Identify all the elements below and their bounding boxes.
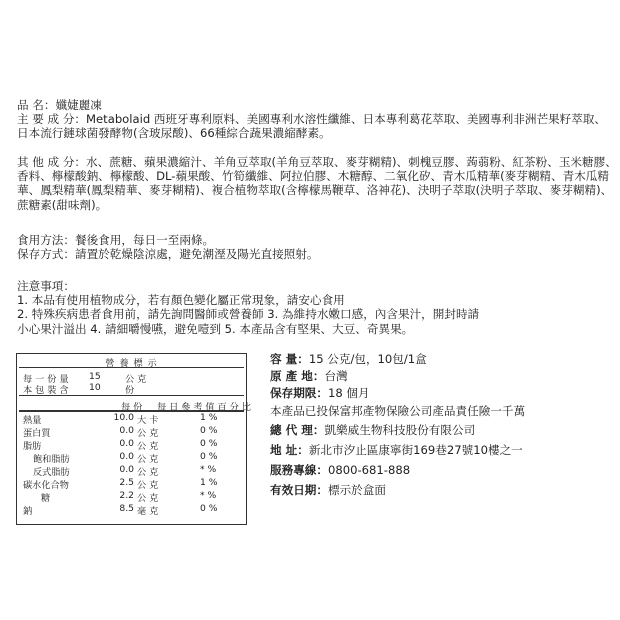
nutrient-name: 碳水化合物 [23, 480, 69, 491]
nutrient-daily-value: 0 % [200, 438, 218, 449]
address-value: 新北市汐止區康寧街169巷27號10樓之一 [308, 443, 523, 457]
agent-value: 凱樂威生物科技股份有限公司 [324, 423, 476, 437]
other-ingredients-line: 蔗糖素(甜味劑)。 [17, 197, 108, 212]
nutrient-name: 蛋白質 [23, 428, 51, 439]
nutrient-unit: 大 卡 [137, 415, 159, 426]
note-line: 1. 本品有使用植物成分，若有顏色變化屬正常現象，請安心食用 [17, 293, 345, 308]
nutrient-value: 0.0 [119, 464, 134, 475]
nutrient-daily-value: 1 % [200, 477, 218, 488]
notes-title: 注意事項： [17, 279, 75, 293]
notes [17, 279, 613, 336]
nutrient-unit: 公 克 [137, 467, 159, 478]
main-ingredients [17, 112, 613, 140]
nutrition-table [16, 353, 251, 525]
nutrient-daily-value: * % [200, 464, 217, 475]
address-label: 地 址： [270, 443, 309, 457]
storage-text: 保存方式：請置於乾燥陰涼處，避免潮溼及陽光直接照射。 [17, 247, 319, 262]
insurance-text: 本產品已投保富邦產物保險公司產品責任險一千萬 [270, 404, 526, 418]
nutrient-value: 2.2 [119, 490, 134, 501]
nutrient-value: 10.0 [113, 412, 134, 423]
product-name-value: 孅婕麗凍 [55, 98, 102, 112]
other-ingredients-line: 華、鳳梨精華(鳳梨精華、麥芽糊精)、複合植物萃取(含檸檬馬鞭草、洛神花)、決明子萃取(決明子萃取、麥芽糊精)、 [17, 183, 613, 198]
nutrient-daily-value: 0 % [200, 425, 218, 436]
nutrient-name: 糖 [41, 493, 51, 504]
nutrient-value: 8.5 [119, 503, 134, 514]
origin-line [270, 369, 348, 383]
other-ingredients-line: 水、蔗糖、蘋果濃縮汁、羊角豆萃取(羊角豆萃取、麥芽糊精)、刺槐豆膠、蒟蒻粉、紅茶粉、玉米糖膠、 [86, 155, 617, 169]
origin-value: 台灣 [324, 369, 348, 383]
nutrition-title: 營 養 標 示 [105, 358, 158, 369]
serving-unit: 公 克 [125, 374, 147, 385]
capacity-line [270, 352, 427, 366]
nutrient-name: 反式脂肪 [33, 467, 70, 478]
nutrient-unit: 公 克 [137, 441, 159, 452]
expiry-value: 標示於盒面 [327, 483, 386, 497]
hotline-label: 服務專線： [270, 463, 328, 477]
serving-value: 15 [89, 371, 101, 382]
nutrient-daily-value: * % [200, 490, 217, 501]
other-ingredients-label: 其 他 成 分： [17, 155, 87, 169]
other-ingredients [17, 155, 617, 212]
nutrient-value: 2.5 [119, 477, 134, 488]
col-daily-value: 每 日 參 考 值 百 分 比 [157, 402, 251, 413]
nutrient-unit: 公 克 [137, 428, 159, 439]
expiry-line [270, 483, 386, 497]
pack-label: 本 包 裝 含 [23, 385, 69, 396]
capacity-label: 容 量： [270, 352, 309, 366]
agent-line [270, 423, 475, 437]
nutrient-unit: 毫 克 [137, 506, 159, 517]
divider [19, 395, 244, 396]
nutrient-value: 0.0 [119, 451, 134, 462]
usage-storage [17, 233, 613, 261]
product-name-line [17, 98, 613, 112]
pack-unit: 份 [125, 385, 135, 396]
agent-label: 總 代 理： [270, 423, 325, 437]
nutrient-daily-value: 0 % [200, 451, 218, 462]
nutrient-name: 熱量 [23, 415, 42, 426]
nutrient-unit: 公 克 [137, 480, 159, 491]
serving-label: 每 一 份 量 [23, 374, 69, 385]
nutrient-unit: 公 克 [137, 454, 159, 465]
expiry-label: 有效日期： [270, 483, 328, 497]
other-ingredients-line: 香料、檸檬酸鈉、檸檬酸、DL-蘋果酸、竹筍纖維、阿拉伯膠、木糖醇、二氧化矽、青木瓜精華(麥芽糊精、青木瓜精 [17, 169, 609, 184]
shelf-line [270, 386, 370, 400]
note-line: 2. 特殊疾病患者食用前，請先詢問醫師或營養師 3. 為維持水嫩口感，內含果汁，開封時請 [17, 307, 480, 322]
capacity-value: 15 公克/包，10包/1盒 [308, 352, 427, 366]
main-ingredients-label: 主 要 成 分： [17, 112, 87, 126]
nutrient-name: 鈉 [23, 506, 33, 517]
main-ingredients-line: 日本流行鏈球菌發酵物(含玻尿酸)、66種綜合蔬果濃縮酵素。 [17, 126, 331, 141]
nutrient-daily-value: 1 % [200, 412, 218, 423]
shelf-label: 保存期限： [270, 386, 328, 400]
nutrient-name: 脂肪 [23, 441, 42, 452]
address-line [270, 443, 523, 457]
hotline-value: 0800-681-888 [327, 463, 411, 477]
nutrient-value: 0.0 [119, 425, 134, 436]
shelf-value: 18 個月 [327, 386, 370, 400]
nutrient-unit: 公 克 [137, 493, 159, 504]
divider [19, 367, 244, 368]
origin-label: 原 產 地： [270, 369, 325, 383]
nutrient-value: 0.0 [119, 438, 134, 449]
nutrient-name: 飽和脂肪 [33, 454, 70, 465]
col-per-serving: 每 份 [121, 402, 143, 413]
main-ingredients-line: Metabolaid 西班牙專利原料、美國專利水溶性纖維、日本專利葛花萃取、美國專利非洲芒果籽萃取、 [86, 112, 607, 126]
note-line: 小心果汁溢出 4. 請細嚼慢嚥，避免噎到 5. 本產品含有堅果、大豆、奇異果。 [17, 321, 414, 336]
usage-text: 食用方法：餐後食用，每日一至兩條。 [17, 233, 215, 247]
nutrient-daily-value: 0 % [200, 503, 218, 514]
hotline-line [270, 463, 410, 477]
product-name-label: 品 名： [17, 98, 56, 112]
pack-value: 10 [89, 382, 101, 393]
